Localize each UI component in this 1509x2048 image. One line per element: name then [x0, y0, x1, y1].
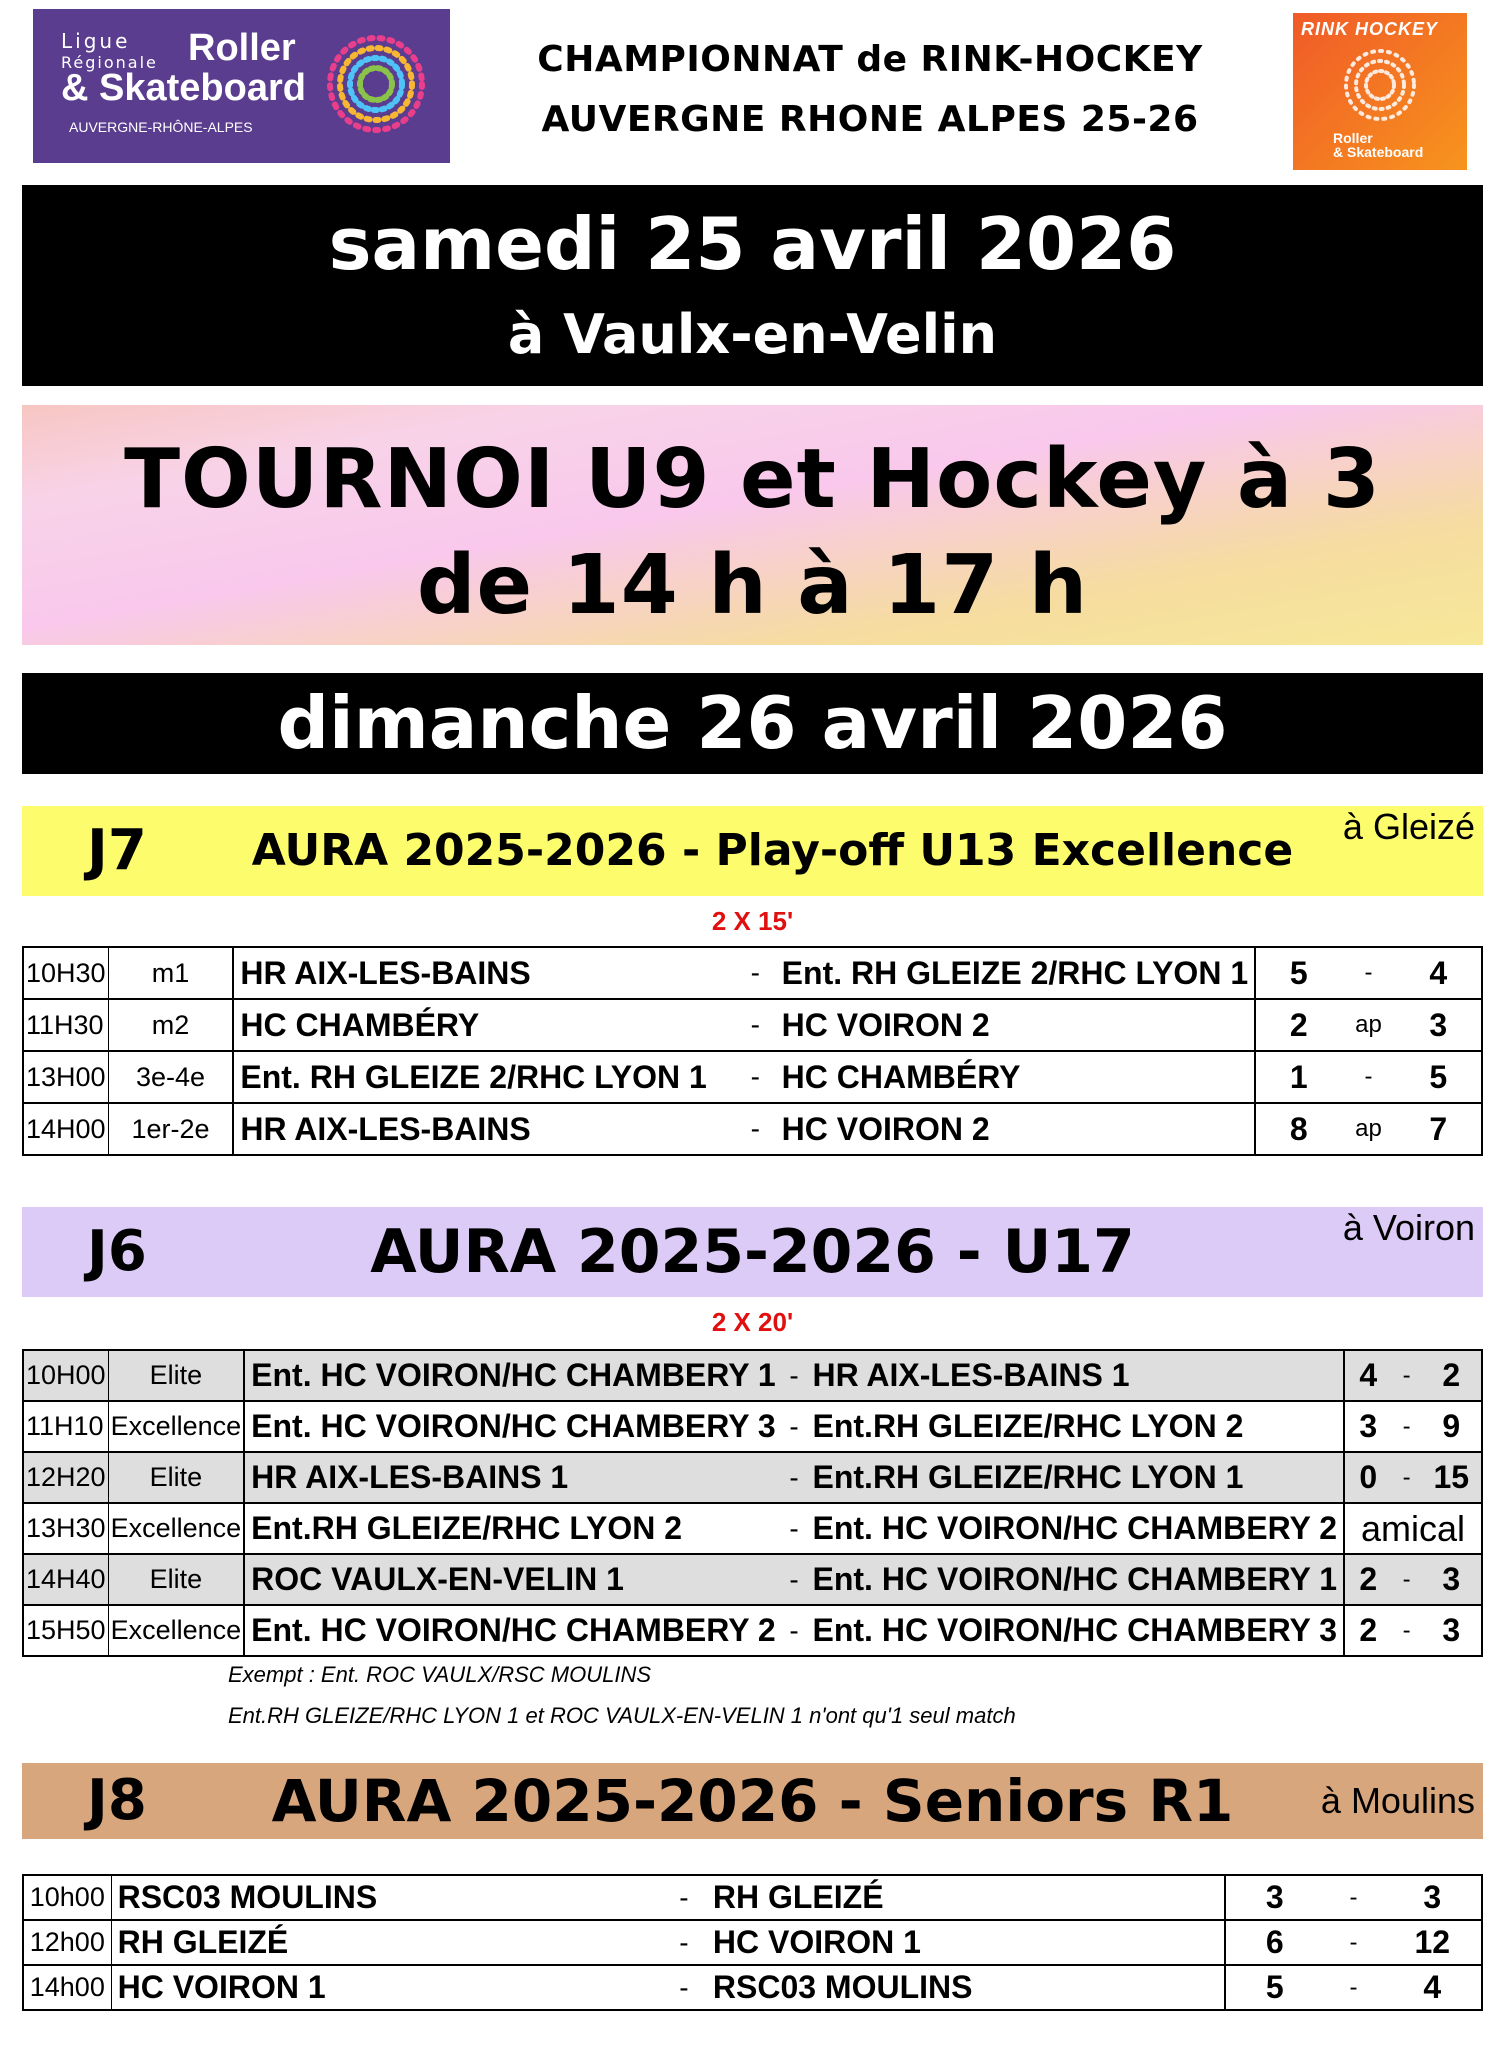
home-score: 1: [1255, 1051, 1341, 1103]
score-separator: -: [1323, 1920, 1383, 1965]
match-category: Excellence: [108, 1401, 244, 1452]
venue-label: à Moulins: [1320, 1780, 1475, 1821]
exempt-note: Exempt : Ent. ROC VAULX/RSC MOULINS: [228, 1662, 652, 1687]
match-result: amical: [1344, 1503, 1482, 1554]
saturday-place: à Vaulx-en-Velin: [507, 303, 998, 366]
home-team: RSC03 MOULINS: [111, 1875, 661, 1920]
rink-hockey-logo: [1293, 13, 1467, 170]
venue-label: à Voiron: [1342, 1207, 1475, 1248]
home-score: 8: [1255, 1103, 1341, 1155]
vs-separator: -: [782, 1452, 807, 1503]
home-team: RH GLEIZÉ: [111, 1920, 661, 1965]
home-score: 5: [1225, 1965, 1323, 2010]
saturday-banner: [22, 185, 1483, 386]
match-category: Elite: [108, 1452, 244, 1503]
round-label: J6: [87, 1219, 147, 1284]
tournament-hours: de 14 h à 17 h: [416, 538, 1089, 633]
home-team: HR AIX-LES-BAINS: [233, 947, 735, 999]
section-header-j7: [22, 806, 1483, 896]
tournament-banner: [22, 405, 1483, 645]
home-team: HR AIX-LES-BAINS 1: [244, 1452, 781, 1503]
table-row: [23, 1875, 1482, 1920]
match-duration: 2 X 15': [711, 906, 794, 936]
match-category: 3e-4e: [108, 1051, 233, 1103]
home-team: Ent. HC VOIRON/HC CHAMBERY 1: [244, 1350, 781, 1401]
vs-separator: -: [735, 1051, 776, 1103]
table-row: [23, 1051, 1482, 1103]
away-team: HC CHAMBÉRY: [776, 1051, 1255, 1103]
away-score: 2: [1422, 1350, 1482, 1401]
away-team: Ent.RH GLEIZE/RHC LYON 1: [807, 1452, 1344, 1503]
section-header-j6: [22, 1207, 1483, 1297]
match-time: 15H50: [23, 1605, 108, 1656]
vs-separator: -: [661, 1965, 707, 2010]
away-team: Ent.RH GLEIZE/RHC LYON 2: [807, 1401, 1344, 1452]
section-header-j8: [22, 1763, 1483, 1839]
vs-separator: -: [735, 947, 776, 999]
away-team: RH GLEIZÉ: [707, 1875, 1225, 1920]
vs-separator: -: [661, 1875, 707, 1920]
section-title: AURA 2025-2026 - U17: [370, 1217, 1135, 1287]
match-category: Elite: [108, 1350, 244, 1401]
match-time: 13H00: [23, 1051, 108, 1103]
table-row: [23, 1452, 1482, 1503]
away-team: HC VOIRON 1: [707, 1920, 1225, 1965]
title-line-2: AUVERGNE RHONE ALPES 25-26: [541, 99, 1199, 140]
sunday-banner: [22, 673, 1483, 774]
table-row: [23, 1605, 1482, 1656]
match-time: 14H00: [23, 1103, 108, 1155]
section-title: AURA 2025-2026 - Seniors R1: [271, 1767, 1234, 1835]
title-line-1: CHAMPIONNAT de RINK-HOCKEY: [537, 39, 1203, 80]
away-team: Ent. HC VOIRON/HC CHAMBERY 1: [807, 1554, 1344, 1605]
matches-table-j6: [22, 1349, 1483, 1657]
match-time: 12H20: [23, 1452, 108, 1503]
away-team: Ent. HC VOIRON/HC CHAMBERY 3: [807, 1605, 1344, 1656]
logo-ligue-text: Ligue: [61, 29, 131, 53]
score-separator: -: [1392, 1401, 1422, 1452]
home-team: Ent. HC VOIRON/HC CHAMBERY 3: [244, 1401, 781, 1452]
away-score: 7: [1396, 1103, 1482, 1155]
away-team: HC VOIRON 2: [776, 999, 1255, 1051]
vs-separator: -: [735, 999, 776, 1051]
away-score: 3: [1384, 1875, 1482, 1920]
logo-region-text: AUVERGNE-RHÔNE-ALPES: [69, 119, 253, 135]
ligue-logo: [33, 9, 450, 163]
away-score: 4: [1396, 947, 1482, 999]
home-team: HC VOIRON 1: [111, 1965, 661, 2010]
home-team: Ent.RH GLEIZE/RHC LYON 2: [244, 1503, 781, 1554]
away-score: 12: [1384, 1920, 1482, 1965]
vs-separator: -: [782, 1503, 807, 1554]
away-score: 3: [1396, 999, 1482, 1051]
match-time: 14H40: [23, 1554, 108, 1605]
round-label: J8: [87, 1768, 147, 1833]
table-row: [23, 1503, 1482, 1554]
match-time: 11H30: [23, 999, 108, 1051]
burst-icon: [1338, 43, 1422, 127]
match-time: 10H30: [23, 947, 108, 999]
home-team: ROC VAULX-EN-VELIN 1: [244, 1554, 781, 1605]
away-score: 5: [1396, 1051, 1482, 1103]
vs-separator: -: [782, 1605, 807, 1656]
logo-skateboard-text: & Skateboard: [61, 67, 306, 109]
vs-separator: -: [782, 1554, 807, 1605]
score-separator: -: [1392, 1554, 1422, 1605]
home-score: 5: [1255, 947, 1341, 999]
match-time: 10H00: [23, 1350, 108, 1401]
burst-icon: [316, 19, 436, 149]
match-category: Excellence: [108, 1503, 244, 1554]
vs-separator: -: [661, 1920, 707, 1965]
away-team: Ent. HC VOIRON/HC CHAMBERY 2: [807, 1503, 1344, 1554]
table-row: [23, 1965, 1482, 2010]
matches-table-j7: [22, 946, 1483, 1156]
score-separator: ap: [1342, 1103, 1396, 1155]
single-match-note: Ent.RH GLEIZE/RHC LYON 1 et ROC VAULX-EN-VELIN 1 n'ont qu'1 seul match: [228, 1703, 1016, 1728]
home-team: Ent. HC VOIRON/HC CHAMBERY 2: [244, 1605, 781, 1656]
home-score: 6: [1225, 1920, 1323, 1965]
away-score: 4: [1384, 1965, 1482, 2010]
table-row: [23, 1350, 1482, 1401]
championship-title: [480, 30, 1260, 150]
away-team: Ent. RH GLEIZE 2/RHC LYON 1: [776, 947, 1255, 999]
score-separator: -: [1392, 1452, 1422, 1503]
vs-separator: -: [735, 1103, 776, 1155]
match-category: Excellence: [108, 1605, 244, 1656]
away-score: 3: [1422, 1554, 1482, 1605]
score-separator: -: [1323, 1965, 1383, 2010]
round-label: J7: [87, 818, 147, 883]
vs-separator: -: [782, 1350, 807, 1401]
home-score: 2: [1344, 1605, 1392, 1656]
match-time: 13H30: [23, 1503, 108, 1554]
match-time: 10h00: [23, 1875, 111, 1920]
match-time: 14h00: [23, 1965, 111, 2010]
score-separator: -: [1392, 1605, 1422, 1656]
away-team: HC VOIRON 2: [776, 1103, 1255, 1155]
tournament-title: TOURNOI U9 et Hockey à 3: [124, 432, 1381, 527]
home-score: 3: [1225, 1875, 1323, 1920]
section-title: AURA 2025-2026 - Play-off U13 Excellence: [251, 825, 1294, 876]
match-time: 12h00: [23, 1920, 111, 1965]
away-score: 15: [1422, 1452, 1482, 1503]
match-time: 11H10: [23, 1401, 108, 1452]
score-separator: -: [1342, 1051, 1396, 1103]
table-row: [23, 1103, 1482, 1155]
away-team: RSC03 MOULINS: [707, 1965, 1225, 2010]
matches-table-j8: [22, 1874, 1483, 2011]
table-row: [23, 1401, 1482, 1452]
table-row: [23, 1920, 1482, 1965]
away-team: HR AIX-LES-BAINS 1: [807, 1350, 1344, 1401]
vs-separator: -: [782, 1401, 807, 1452]
match-category: 1er-2e: [108, 1103, 233, 1155]
home-score: 2: [1255, 999, 1341, 1051]
home-team: HC CHAMBÉRY: [233, 999, 735, 1051]
away-score: 9: [1422, 1401, 1482, 1452]
rink-hockey-label: RINK HOCKEY: [1301, 19, 1439, 39]
logo-regionale-text: Régionale: [61, 53, 158, 72]
ffrs-brand-text: Roller & Skateboard: [1333, 130, 1424, 160]
match-category: m2: [108, 999, 233, 1051]
home-score: 4: [1344, 1350, 1392, 1401]
match-category: m1: [108, 947, 233, 999]
saturday-date: samedi 25 avril 2026: [328, 202, 1177, 286]
match-category: Elite: [108, 1554, 244, 1605]
logo-roller-text: Roller: [188, 27, 296, 69]
away-score: 3: [1422, 1605, 1482, 1656]
home-score: 2: [1344, 1554, 1392, 1605]
venue-label: à Gleizé: [1342, 806, 1475, 847]
score-separator: -: [1342, 947, 1396, 999]
score-separator: -: [1323, 1875, 1383, 1920]
home-score: 0: [1344, 1452, 1392, 1503]
table-row: [23, 1554, 1482, 1605]
home-team: HR AIX-LES-BAINS: [233, 1103, 735, 1155]
score-separator: -: [1392, 1350, 1422, 1401]
score-separator: ap: [1342, 999, 1396, 1051]
table-row: [23, 947, 1482, 999]
match-duration: 2 X 20': [711, 1307, 794, 1337]
home-team: Ent. RH GLEIZE 2/RHC LYON 1: [233, 1051, 735, 1103]
sunday-date: dimanche 26 avril 2026: [277, 681, 1228, 765]
home-score: 3: [1344, 1401, 1392, 1452]
table-row: [23, 999, 1482, 1051]
